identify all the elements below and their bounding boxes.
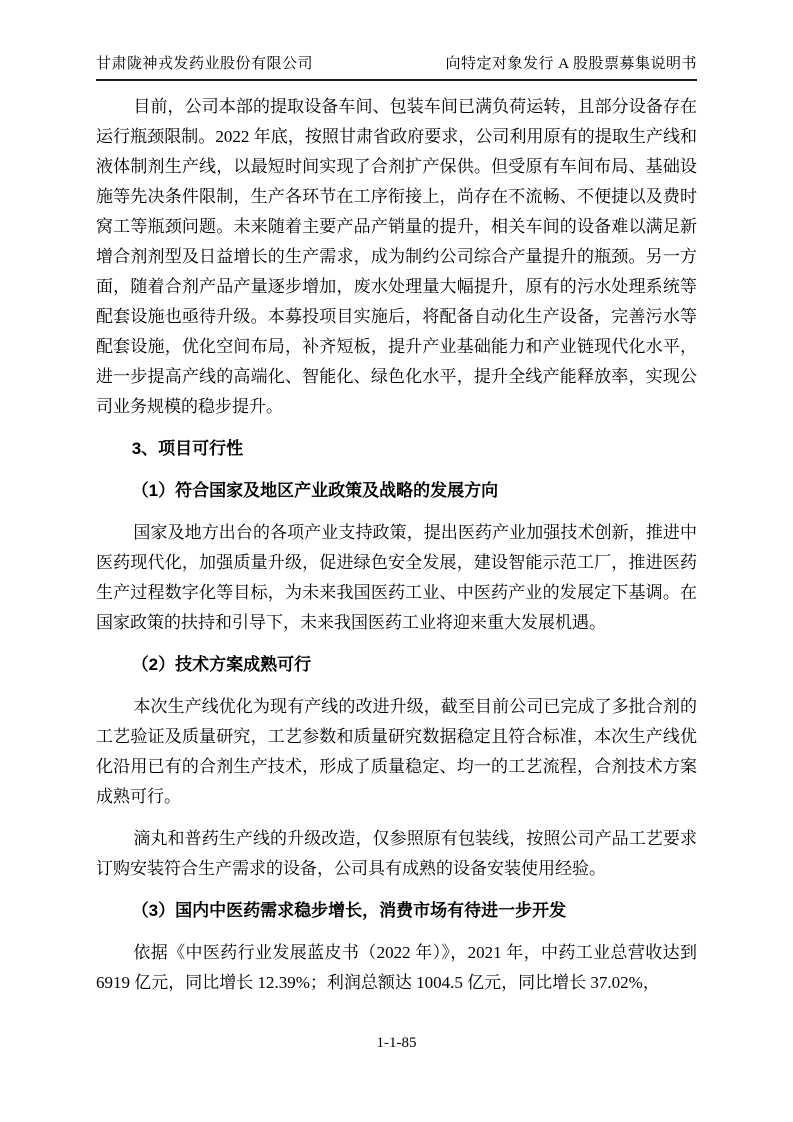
heading-technical-plan: （2）技术方案成熟可行: [131, 655, 312, 674]
heading-project-feasibility: 3、项目可行性: [131, 439, 244, 458]
heading-industry-policy: （1）符合国家及地区产业政策及战略的发展方向: [131, 481, 499, 500]
document-body: [96, 92, 697, 1010]
paragraph-tcm-market-data: 依据《中医药行业发展蓝皮书（2022 年）》，2021 年，中药工业总营收达到 6919 亿元，同比增长 12.39%；利润总额达 1004.5 亿元，同比增长 37.02%，: [96, 943, 697, 992]
header-doc-title: 向特定对象发行 A 股股票募集说明书: [445, 56, 697, 72]
paragraph-equipment-experience: 滴丸和普药生产线的升级改造，仅参照原有包装线，按照公司产品工艺要求订购安装符合生产需求的设备，公司具有成熟的设备安装使用经验。: [96, 829, 697, 878]
heading-tcm-demand: （3）国内中医药需求稳步增长，消费市场有待进一步开发: [131, 901, 567, 920]
page-number: 1-1-85: [376, 1035, 417, 1051]
paragraph-capacity-bottleneck: 目前，公司本部的提取设备车间、包装车间已满负荷运转，且部分设备存在运行瓶颈限制。2022 年底，按照甘肃省政府要求，公司利用原有的提取生产线和液体制剂生产线，以最短时间实现了合剂扩产保供。但受原有车间布局、基础设施等先决条件限制，生产各环节在工序衔接上，尚存在不流畅、不便捷以及费时窝工等瓶颈问题。未来随着主要产品产销量的提升，相关车间的设备难以满足新增合剂剂型及日益增长的生产需求，成为制约公司综合产量提升的瓶颈。另一方面，随着合剂产品产量逐步增加，废水处理量大幅提升，原有的污水处理系统等配套设施也亟待升级。本募投项目实施后，将配备自动化生产设备，完善污水等配套设施，优化空间布局，补齐短板，提升产业基础能力和产业链现代化水平，进一步提高产线的高端化、智能化、绿色化水平，提升全线产能释放率，实现公司业务规模的稳步提升。: [96, 97, 697, 416]
header-company-name: 甘肃陇神戎发药业股份有限公司: [96, 56, 314, 72]
paragraph-technical-plan: 本次生产线优化为现有产线的改进升级，截至目前公司已完成了多批合剂的工艺验证及质量研究，工艺参数和质量研究数据稳定且符合标准，本次生产线优化沿用已有的合剂生产技术，形成了质量稳定、均一的工艺流程，合剂技术方案成熟可行。: [96, 697, 697, 806]
page-header: [96, 52, 697, 81]
paragraph-industry-policy: 国家及地方出台的各项产业支持政策，提出医药产业加强技术创新，推进中医药现代化，加强质量升级，促进绿色安全发展，建设智能示范工厂，推进医药生产过程数字化等目标，为未来我国医药工业、中医药产业的发展定下基调。在国家政策的扶持和引导下，未来我国医药工业将迎来重大发展机遇。: [96, 523, 697, 632]
page-footer: [0, 1032, 793, 1054]
